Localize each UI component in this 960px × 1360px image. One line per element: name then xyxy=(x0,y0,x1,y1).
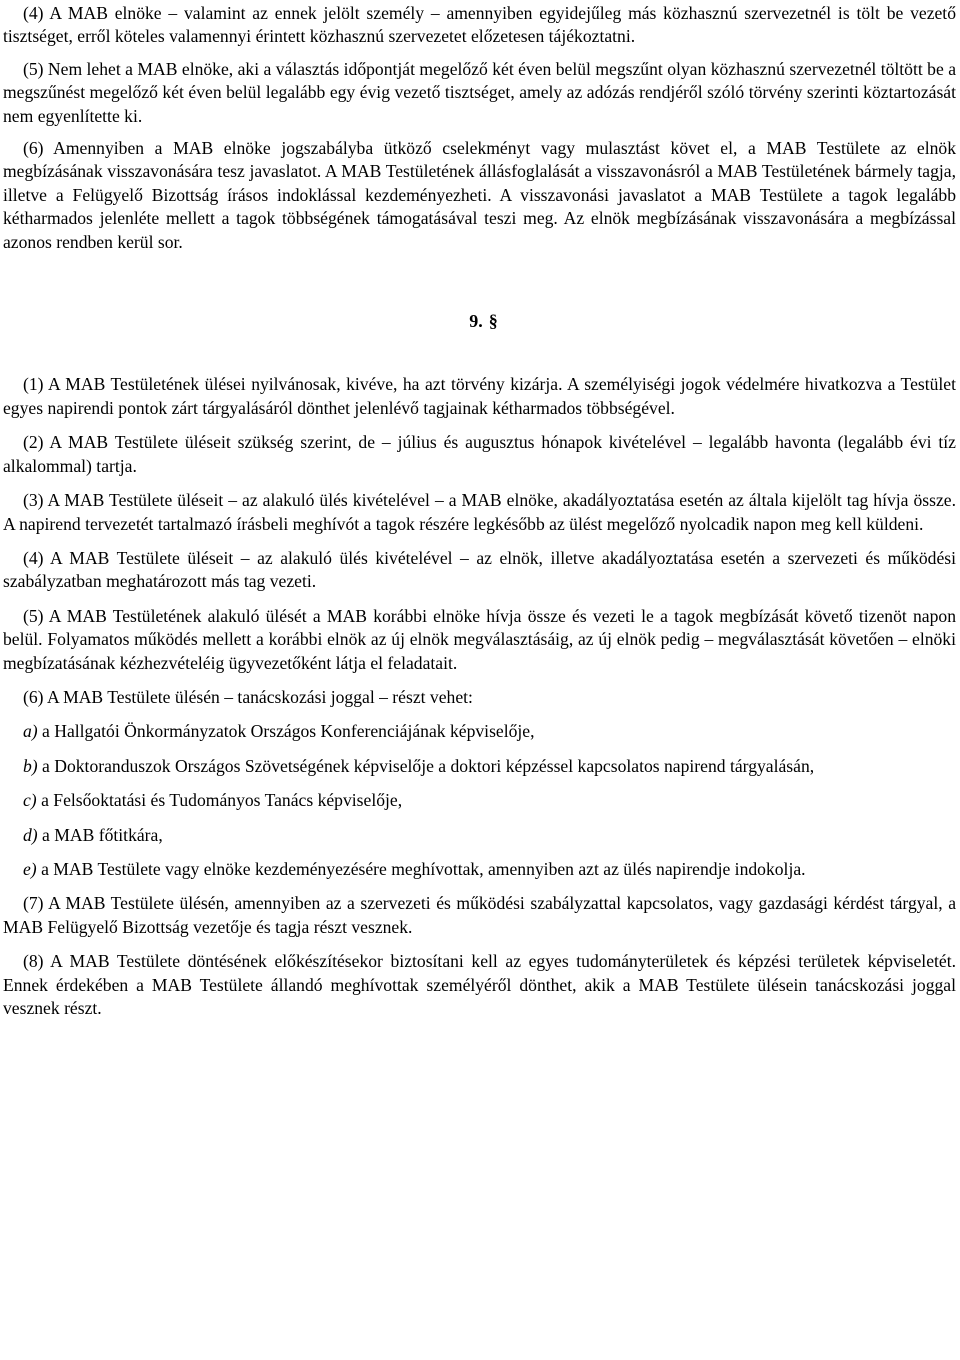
section-heading xyxy=(3,310,956,333)
document-page xyxy=(3,0,956,1020)
list-item xyxy=(3,858,956,881)
list-item xyxy=(3,824,956,847)
paragraph-6: (6) A MAB Testülete ülésén – tanácskozási joggal – részt vehet: xyxy=(23,686,473,707)
paragraph-3: (3) A MAB Testülete üléseit – az alakuló ülés kivételével – a MAB elnöke, akadályoztatása esetén az általa kijelölt tag hívja össze. A napirend tervezetét tartalmazó írásbeli meghívót a tagok részére legkésőbb az ülést megelőző nyolcadik napon meg kell küldeni. xyxy=(3,490,956,534)
list-item-letter: b) xyxy=(23,755,38,776)
paragraph-1: (1) A MAB Testületének ülései nyilvánosak, kivéve, ha azt törvény kizárja. A személyiségi jogok védelmére hivatkozva a Testület egyes napirendi pontok zárt tárgyalásáról dönthet jelenlévő tagjainak kétharmados többségével. xyxy=(3,374,956,418)
paragraph-4: (4) A MAB Testülete üléseit – az alakuló ülés kivételével – az elnök, illetve akadályoztatása esetén a szervezeti és működési szabályzatban meghatározott más tag vezeti. xyxy=(3,547,956,592)
paragraph-4-top: (4) A MAB elnöke – valamint az ennek jelölt személy – amennyiben egyidejűleg más közhasznú szervezetnél is tölt be vezető tisztséget, erről köteles valamennyi érintett közhasznú szervezetet előzetesen tájékoztatni. xyxy=(3,3,956,47)
list-item-letter: a) xyxy=(23,721,38,742)
list-item-text: a MAB főtitkára, xyxy=(37,824,163,845)
list-item-text: a Felsőoktatási és Tudományos Tanács képviselője, xyxy=(36,790,403,811)
paragraph-2: (2) A MAB Testülete üléseit szükség szerint, de – július és augusztus hónapok kivételével – legalább havonta (legalább évi tíz alkalommal) tartja. xyxy=(3,432,956,476)
list-item-letter: e) xyxy=(23,858,37,879)
list-item-text: a Doktoranduszok Országos Szövetségének képviselője a doktori képzéssel kapcsolatos napirend tárgyalásán, xyxy=(37,755,815,776)
list-item-text: a MAB Testülete vagy elnöke kezdeményezésére meghívottak, amennyiben azt az ülés napirendje indokolja. xyxy=(36,858,806,879)
paragraph-7: (7) A MAB Testülete ülésén, amennyiben az a szervezeti és működési szabályzattal kapcsolatos, vagy gazdasági kérdést tárgyal, a MAB Felügyelő Bizottság vezetője és tagja részt vesznek. xyxy=(3,893,956,937)
list-item-letter: c) xyxy=(23,790,37,811)
list-item xyxy=(3,755,956,778)
list-item-letter: d) xyxy=(23,824,38,845)
paragraph-6-top: (6) Amennyiben a MAB elnöke jogszabályba ütköző cselekményt vagy mulasztást követ el, a MAB Testülete az elnök megbízásának visszavonására tesz javaslatot. A MAB Testületének állásfoglalását a visszavonásról a MAB Testületének bármely tagja, illetve a Felügyelő Bizottság írásos indoklással kezdeményezheti. A visszavonási javaslatot a MAB Testülete a tagok legalább kétharmados jelenléte mellett a tagok többségének támogatásával teszi meg. Az elnök megbízásának visszavonására a megbízással azonos rendben kerül sor. xyxy=(3,138,956,252)
paragraph-5: (5) A MAB Testületének alakuló ülését a MAB korábbi elnöke hívja össze és vezeti le a tagok megbízását követő tizenöt napon belül. Folyamatos működés mellett a korábbi elnök az új elnök megválasztásáig, az új elnök pedig – megválasztását követően – elnöki megbízatásának kézhezvételéig ügyvezetőként látja el feladatait. xyxy=(3,605,956,673)
section-number: 9. xyxy=(469,311,483,332)
list-item xyxy=(3,720,956,743)
list-item-text: a Hallgatói Önkormányzatok Országos Konferenciájának képviselője, xyxy=(37,721,535,742)
list-item xyxy=(3,789,956,812)
paragraph-5-top: (5) Nem lehet a MAB elnöke, aki a választás időpontját megelőző két éven belül megszűnt olyan közhasznú szervezetnél töltött be a megszűnést megelőző két éven belül legalább egy évig vezető tisztséget, amely az adózás rendjéről szóló törvény szerinti köztartozását nem egyenlítette ki. xyxy=(3,58,956,126)
section-symbol: § xyxy=(488,311,498,332)
paragraph-8: (8) A MAB Testülete döntésének előkészítésekor biztosítani kell az egyes tudományterületek és képzési területek képviseletét. Ennek érdekében a MAB Testülete állandó meghívottak személyéről dönthet, akik a MAB Testülete ülésein tanácskozási joggal vesznek részt. xyxy=(3,951,956,1018)
